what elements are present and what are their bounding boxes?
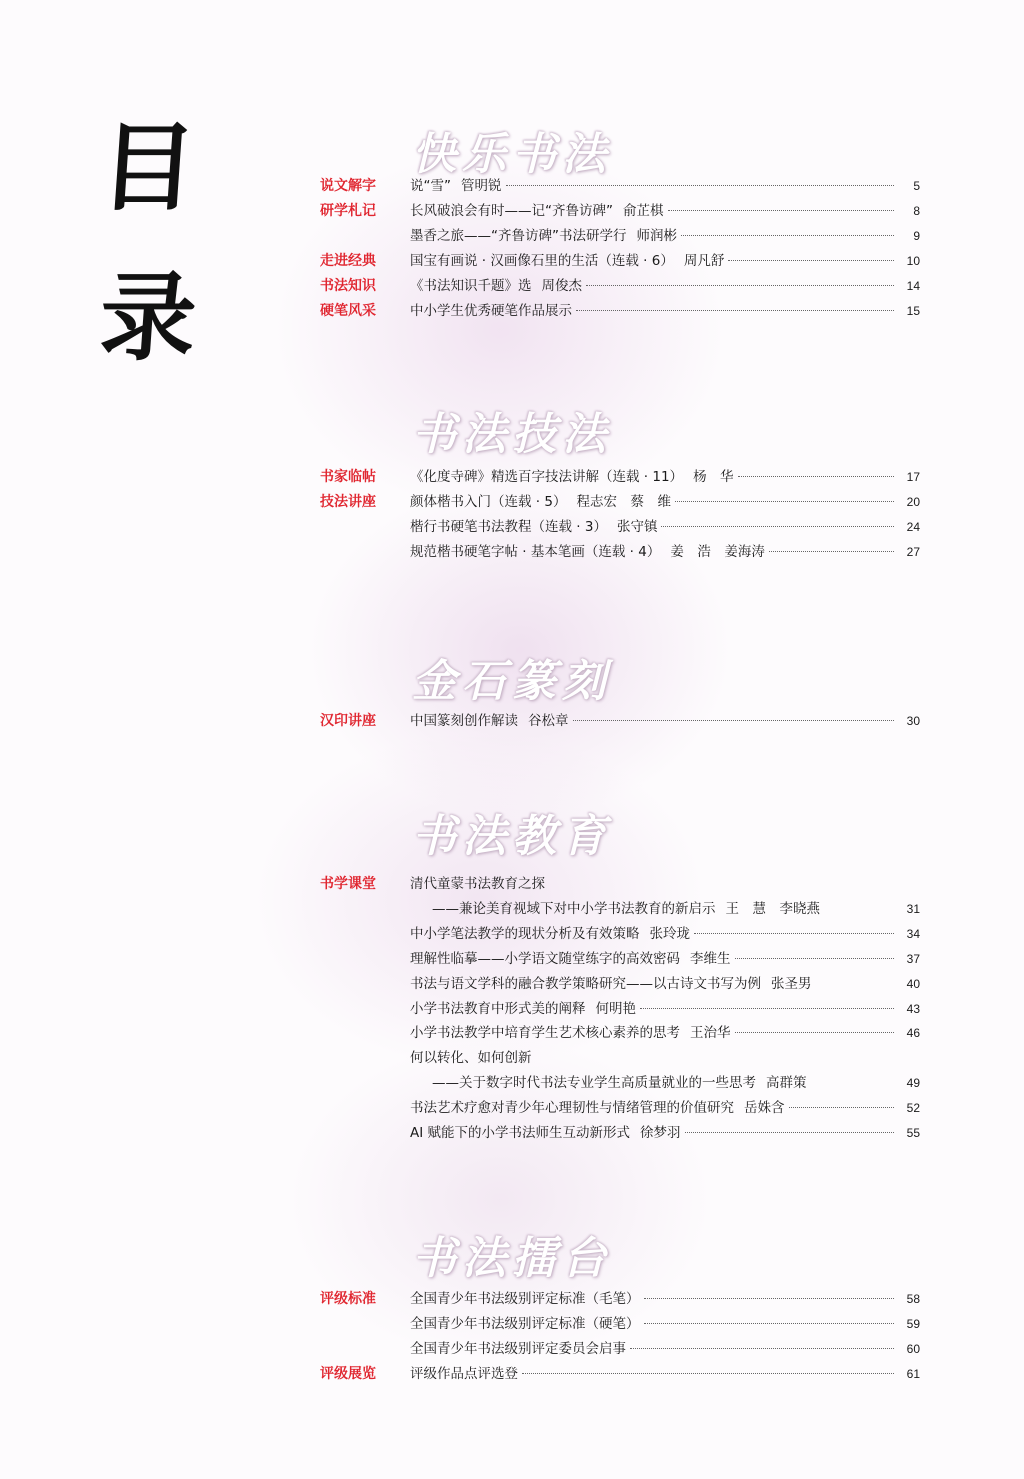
- article-author: 徐梦羽: [640, 1125, 681, 1141]
- toc-entry: [410, 516, 920, 538]
- article-author: 何明艳: [595, 1001, 636, 1017]
- dot-leader: [644, 1323, 895, 1324]
- page-number: 34: [906, 927, 920, 941]
- article-author: 姜 浩 姜海涛: [670, 544, 765, 560]
- article-author: 谷松章: [528, 713, 569, 729]
- page-number: 9: [913, 229, 920, 243]
- toc-row[interactable]: [320, 948, 920, 970]
- toc-row[interactable]: [320, 873, 920, 895]
- toc-row[interactable]: [320, 541, 920, 563]
- toc-entry: [410, 225, 920, 247]
- article-author: 李维生: [690, 951, 731, 967]
- dot-leader: [694, 933, 894, 934]
- page-title-lu: 录: [96, 261, 200, 374]
- article-title: 清代童蒙书法教育之探: [410, 876, 545, 892]
- page-number: 10: [906, 254, 920, 268]
- article-title: 国宝有画说 · 汉画像石里的生活（连载 · 6）: [410, 253, 674, 269]
- toc-row[interactable]: [320, 998, 920, 1020]
- toc-entry: [410, 275, 920, 297]
- page-number: 8: [913, 204, 920, 218]
- page-number: 61: [906, 1367, 920, 1381]
- toc-entry: [410, 1363, 920, 1385]
- article-title: 说“雪”: [410, 178, 451, 194]
- section-heading: 书法教育: [412, 811, 612, 862]
- toc-row[interactable]: [320, 1072, 920, 1094]
- column-category: 技法讲座: [320, 494, 376, 510]
- article-title: 全国青少年书法级别评定标准（硬笔）: [410, 1316, 640, 1332]
- toc-entry: [410, 1338, 920, 1360]
- dot-leader: [735, 1032, 895, 1033]
- toc-row[interactable]: [320, 923, 920, 945]
- page-number: 46: [906, 1026, 920, 1040]
- page-number: 60: [906, 1342, 920, 1356]
- article-author: 管明锐: [461, 178, 502, 194]
- article-title: 全国青少年书法级别评定委员会启事: [410, 1341, 626, 1357]
- toc-entry: [410, 1313, 920, 1335]
- section-heading: 书法技法: [412, 409, 612, 460]
- page-number: 58: [906, 1292, 920, 1306]
- page-number: 37: [906, 952, 920, 966]
- column-category: 书家临帖: [320, 469, 376, 485]
- toc-entry: [410, 998, 920, 1020]
- toc-entry: [410, 873, 920, 895]
- toc-entry: [410, 923, 920, 945]
- article-title: 《化度寺碑》精选百字技法讲解（连载 · 11）: [410, 469, 684, 485]
- page-number: 55: [906, 1126, 920, 1140]
- article-author: 俞芷棋: [623, 203, 664, 219]
- toc-row[interactable]: [320, 1097, 920, 1119]
- toc-row[interactable]: [320, 250, 920, 272]
- article-title: 中小学生优秀硬笔作品展示: [410, 303, 572, 319]
- article-title: 理解性临摹——小学语文随堂练字的高效密码: [410, 951, 680, 967]
- toc-entry: [410, 1022, 920, 1044]
- dot-leader: [661, 526, 894, 527]
- toc-entry: [432, 898, 920, 920]
- page-number: 30: [906, 714, 920, 728]
- dot-leader: [675, 501, 894, 502]
- toc-row[interactable]: [320, 1122, 920, 1144]
- toc-row[interactable]: [320, 491, 920, 513]
- toc-row[interactable]: [320, 1313, 920, 1335]
- article-author: 周凡舒: [683, 253, 725, 269]
- page-number: 14: [906, 279, 920, 293]
- toc-row[interactable]: [320, 175, 920, 197]
- page-number: 43: [906, 1002, 920, 1016]
- dot-leader: [586, 285, 894, 286]
- toc-entry: [410, 1288, 920, 1310]
- article-title: 书法艺术疗愈对青少年心理韧性与情绪管理的价值研究: [410, 1100, 734, 1116]
- article-title: 全国青少年书法级别评定标准（毛笔）: [410, 1291, 640, 1307]
- page-number: 24: [906, 520, 920, 534]
- dot-leader: [685, 1132, 894, 1133]
- article-title: 《书法知识千题》选: [410, 278, 532, 294]
- article-author: 张玲珑: [649, 926, 690, 942]
- section-heading: 金石篆刻: [412, 656, 612, 707]
- article-author: 王治华: [690, 1025, 731, 1041]
- toc-entry: [410, 300, 920, 322]
- column-category: 汉印讲座: [320, 713, 376, 729]
- dot-leader: [630, 1348, 894, 1349]
- article-title: 中小学笔法教学的现状分析及有效策略: [410, 926, 640, 942]
- column-category: 评级展览: [320, 1366, 376, 1382]
- dot-leader: [738, 476, 894, 477]
- article-title: 小学书法教学中培育学生艺术核心素养的思考: [410, 1025, 680, 1041]
- page-number: 49: [906, 1076, 920, 1090]
- article-author: 杨 华: [693, 469, 734, 485]
- dot-leader: [769, 551, 894, 552]
- page-number: 15: [906, 304, 920, 318]
- dot-leader: [789, 1107, 895, 1108]
- article-title: ——兼论美育视域下对中小学书法教育的新启示: [432, 901, 716, 917]
- column-category: 说文解字: [320, 178, 376, 194]
- article-title: 中国篆刻创作解读: [410, 713, 518, 729]
- page-number: 27: [906, 545, 920, 559]
- column-category: 书法知识: [320, 278, 376, 294]
- toc-row[interactable]: [320, 1363, 920, 1385]
- toc-entry: [410, 1047, 920, 1069]
- column-category: 评级标准: [320, 1291, 376, 1307]
- article-title: ——关于数字时代书法专业学生高质量就业的一些思考: [432, 1075, 756, 1091]
- toc-row[interactable]: [320, 1022, 920, 1044]
- toc-row[interactable]: [320, 300, 920, 322]
- page-number: 5: [913, 179, 920, 193]
- dot-leader: [640, 1008, 894, 1009]
- toc-row[interactable]: [320, 1338, 920, 1360]
- article-title: 评级作品点评选登: [410, 1366, 518, 1382]
- column-category: 书学课堂: [320, 876, 376, 892]
- column-category: 研学札记: [320, 203, 376, 219]
- toc-row[interactable]: [320, 516, 920, 538]
- toc-row[interactable]: [320, 710, 920, 732]
- page-number: 31: [906, 902, 920, 916]
- toc-row[interactable]: [320, 973, 920, 995]
- article-title: 长风破浪会有时——记“齐鲁访碑”: [410, 203, 613, 219]
- toc-row[interactable]: [320, 1288, 920, 1310]
- article-author: 高群策: [766, 1075, 807, 1091]
- page-number: 59: [906, 1317, 920, 1331]
- article-title: AI 赋能下的小学书法师生互动新形式: [410, 1125, 631, 1141]
- dot-leader: [728, 260, 894, 261]
- article-author: 程志宏 蔡 维: [576, 494, 671, 510]
- page-title-mu: 目: [96, 111, 200, 224]
- toc-row[interactable]: [320, 466, 920, 488]
- toc-entry: [432, 1072, 920, 1094]
- section-heading: 快乐书法: [412, 129, 612, 180]
- column-category: 走进经典: [320, 253, 376, 269]
- article-author: 张圣男: [771, 976, 812, 992]
- page-number: 17: [906, 470, 920, 484]
- toc-entry: [410, 541, 920, 563]
- toc-entry: [410, 250, 920, 272]
- toc-entry: [410, 1122, 920, 1144]
- toc-entry: [410, 710, 920, 732]
- article-title: 楷行书硬笔书法教程（连载 · 3）: [410, 519, 607, 535]
- dot-leader: [668, 210, 895, 211]
- article-title: 小学书法教育中形式美的阐释: [410, 1001, 586, 1017]
- article-title: 何以转化、如何创新: [410, 1050, 532, 1066]
- article-title: 书法与语文学科的融合教学策略研究——以古诗文书写为例: [410, 976, 761, 992]
- toc-row[interactable]: [320, 200, 920, 222]
- toc-row[interactable]: [320, 275, 920, 297]
- toc-entry: [410, 973, 920, 995]
- page-number: 52: [906, 1101, 920, 1115]
- toc-entry: [410, 491, 920, 513]
- article-title: 墨香之旅——“齐鲁访碑”书法研学行: [410, 228, 627, 244]
- toc-entry: [410, 200, 920, 222]
- dot-leader: [573, 720, 895, 721]
- article-title: 颜体楷书入门（连载 · 5）: [410, 494, 567, 510]
- toc-entry: [410, 948, 920, 970]
- dot-leader: [735, 958, 895, 959]
- dot-leader: [681, 235, 894, 236]
- toc-entry: [410, 466, 920, 488]
- toc-entry: [410, 1097, 920, 1119]
- article-title: 规范楷书硬笔字帖 · 基本笔画（连载 · 4）: [410, 544, 661, 560]
- article-author: 岳姝含: [744, 1100, 785, 1116]
- page-number: 40: [906, 977, 920, 991]
- toc-row[interactable]: [320, 225, 920, 247]
- column-category: 硬笔风采: [320, 303, 376, 319]
- page-number: 20: [906, 495, 920, 509]
- dot-leader: [522, 1373, 894, 1374]
- article-author: 周俊杰: [541, 278, 582, 294]
- toc-entry: [410, 175, 920, 197]
- article-author: 张守镇: [616, 519, 658, 535]
- toc-row[interactable]: [320, 898, 920, 920]
- toc-row[interactable]: [320, 1047, 920, 1069]
- article-author: 师润彬: [636, 228, 677, 244]
- dot-leader: [506, 185, 895, 186]
- dot-leader: [576, 310, 894, 311]
- dot-leader: [644, 1298, 895, 1299]
- article-author: 王 慧 李晓燕: [725, 901, 820, 917]
- section-heading: 书法擂台: [412, 1233, 612, 1284]
